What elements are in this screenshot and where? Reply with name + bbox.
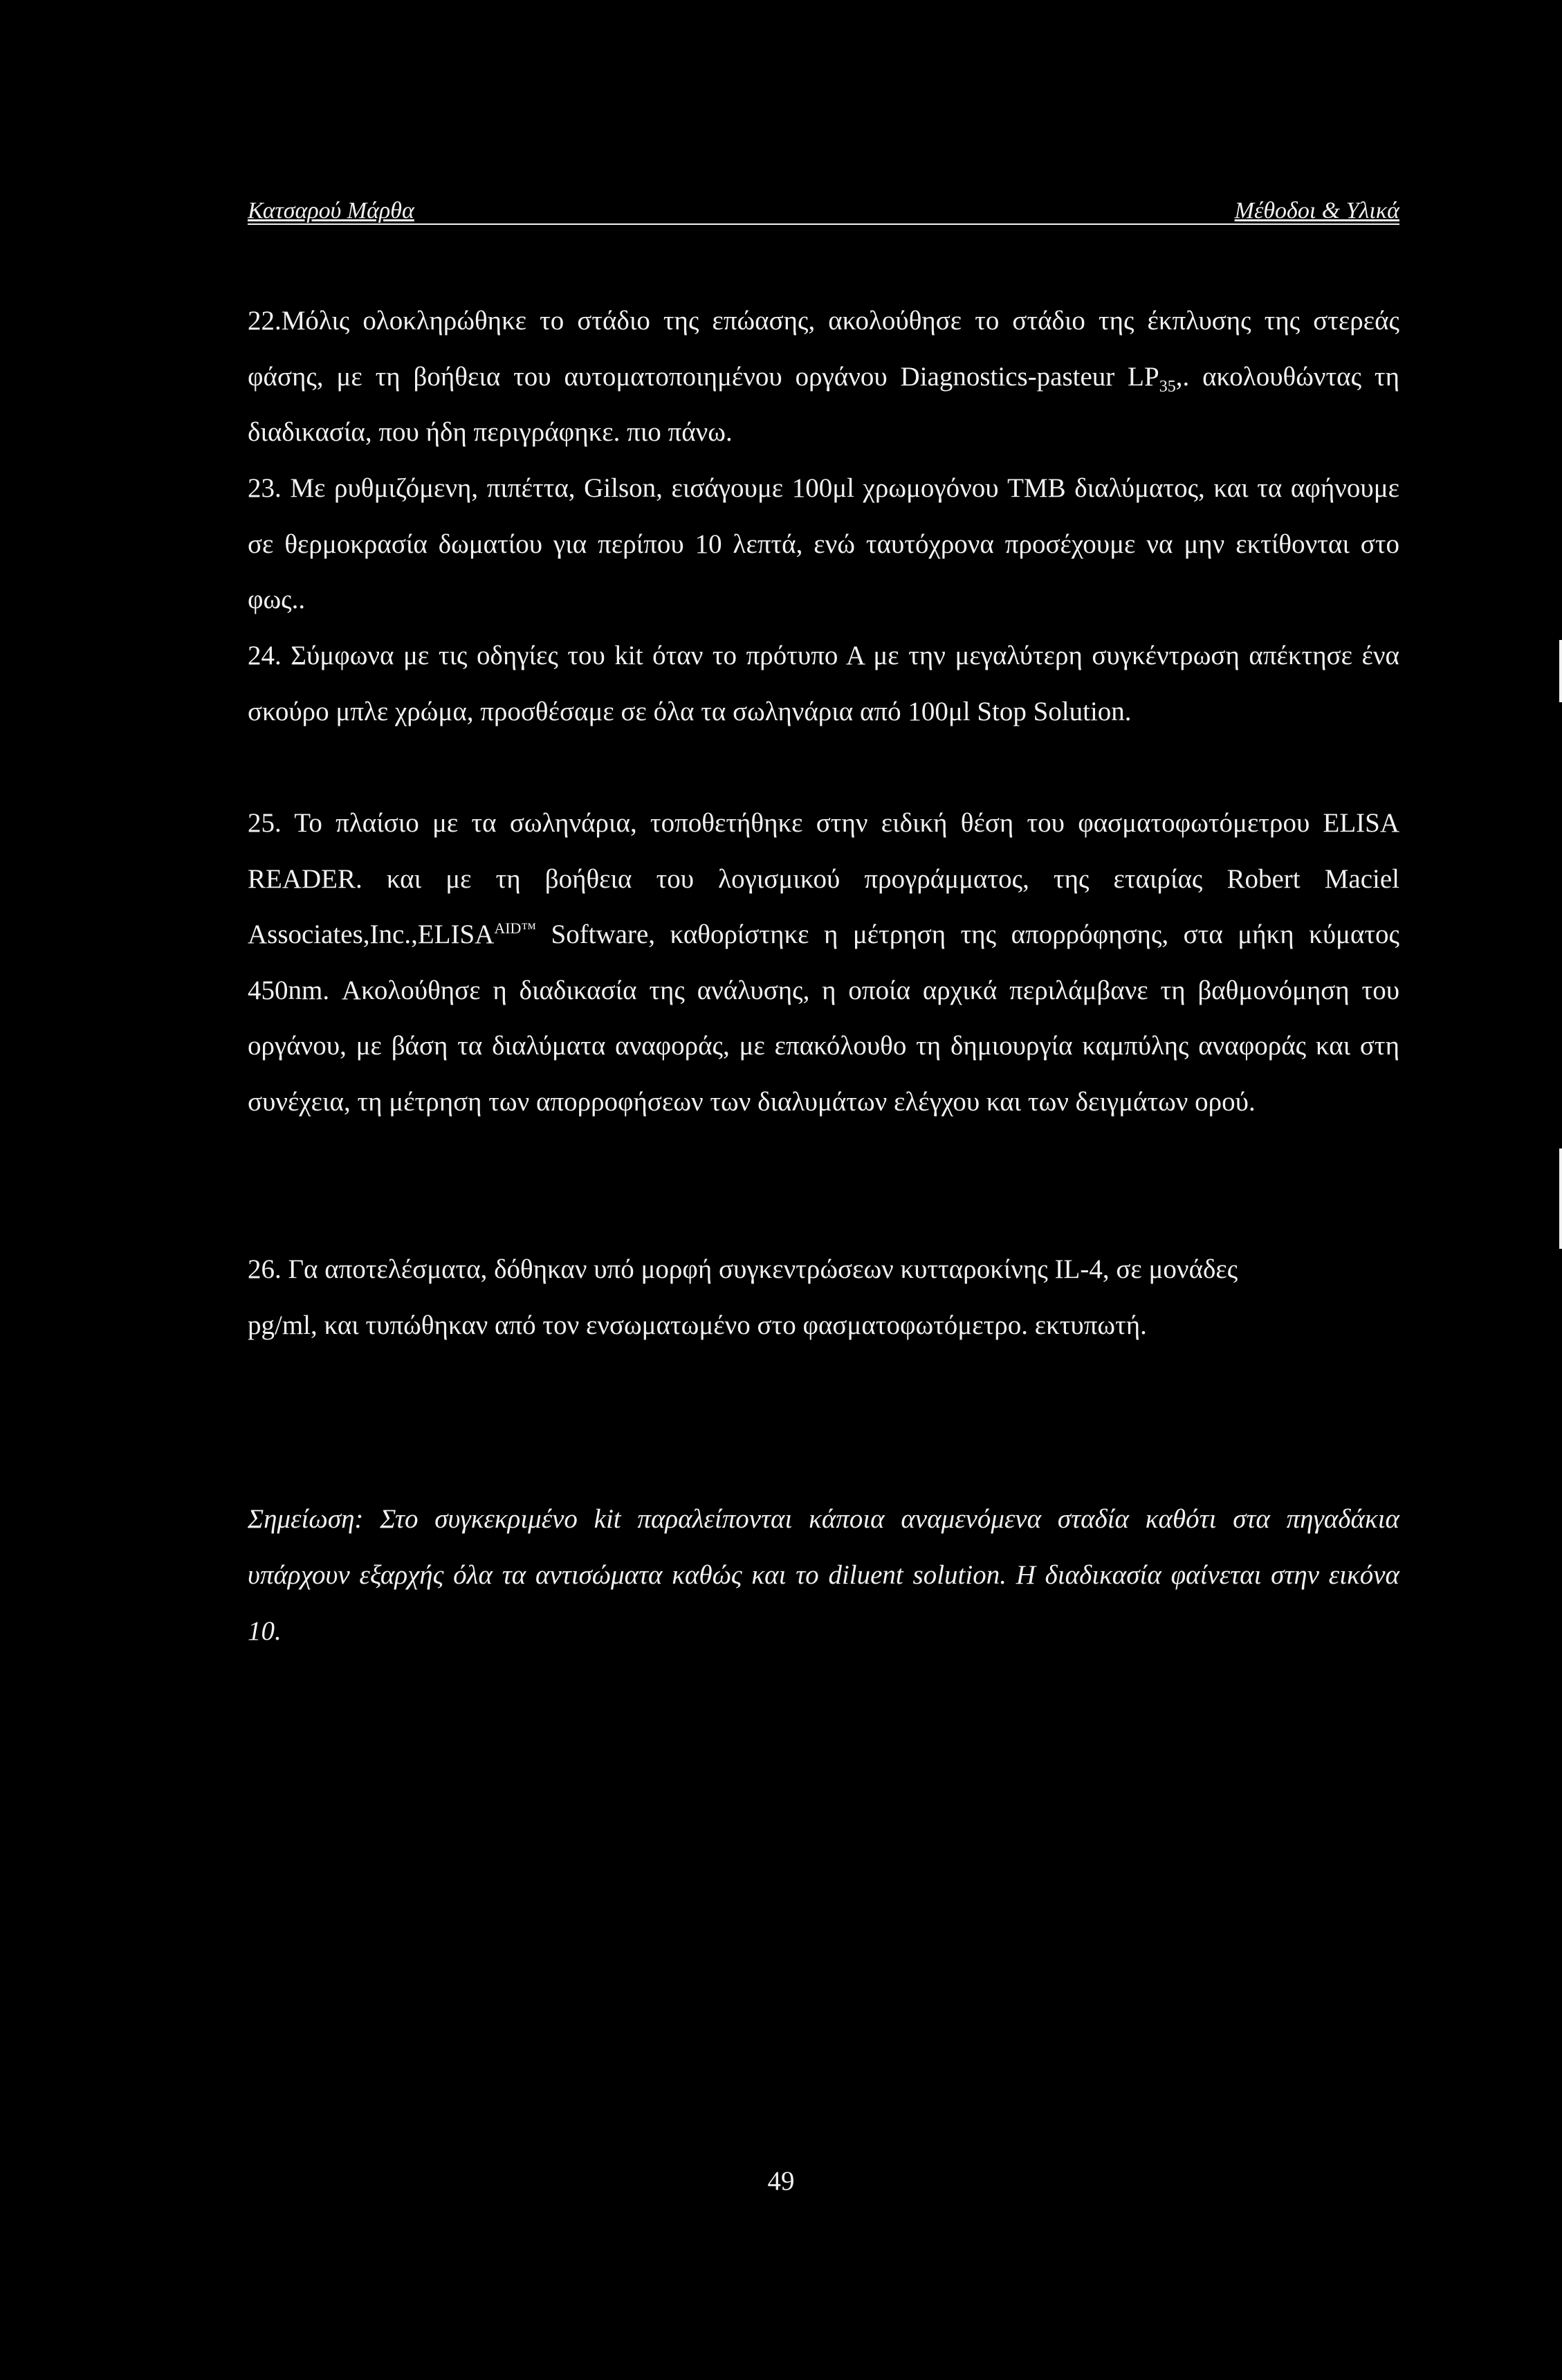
paragraph-25-superscript: AID™ <box>494 919 537 937</box>
main-text <box>248 293 1399 1353</box>
paragraph-24 <box>248 628 1399 796</box>
paragraph-26-continued <box>248 1298 1399 1354</box>
paragraph-23 <box>248 461 1399 628</box>
edge-scan-mark-top <box>1559 640 1562 702</box>
edge-scan-mark-bottom <box>1559 1148 1562 1249</box>
header-section: Μέθοδοι & Υλικά <box>1234 198 1399 223</box>
paragraph-22 <box>248 293 1399 461</box>
paragraph-22-text: 22.Μόλις ολοκληρώθηκε το στάδιο της επώασης, ακολούθησε το στάδιο της έκπλυσης της στερεάς φάσης, με τη βοήθεια του αυτοματοποιημένου οργάνου Diagnostics-pasteur LP <box>248 306 1399 392</box>
note-label: Σημείωση: <box>248 1504 364 1534</box>
paragraph-22-subscript: 35 <box>1159 377 1176 396</box>
paragraph-26-continued-text: pg/ml, και τυπώθηκαν από τον ενσωματωμένο στο φασματοφωτόμετρο. εκτυπωτή. <box>248 1310 1147 1340</box>
paragraph-22-tail: ,. ακολουθώντας τη διαδικασία, που ήδη περιγράφηκε. πιο πάνω. <box>248 361 1399 447</box>
note-block <box>248 1491 1399 1659</box>
paragraph-26-text: 26. Γα αποτελέσματα, δόθηκαν υπό μορφή συγκεντρώσεων κυτταροκίνης IL-4, σε μονάδες <box>248 1254 1238 1284</box>
paragraph-25-text: 25. Το πλαίσιο με τα σωληνάρια, τοποθετήθηκε στην ειδική θέση του φασματοφωτόμετρου ELISA READER. και με τη βοήθεια του λογισμικού προγράμματος, της εταιρίας Robert Maciel Associates,Inc.,ELISA <box>248 808 1399 949</box>
header-rule <box>248 223 1399 225</box>
note-text: Στο συγκεκριμένο kit παραλείπονται κάποια αναμενόμενα σταδία καθότι στα πηγαδάκια υπάρχουν εξαρχής όλα τα αντισώματα καθώς και το diluent solution. Η διαδικασία φαίνεται στην εικόνα 10. <box>248 1504 1399 1646</box>
paragraph-25 <box>248 796 1399 1242</box>
paragraph-24-text: 24. Σύμφωνα με τις οδηγίες του kit όταν το πρότυπο Α με την μεγαλύτερη συγκέντρωση απέκτησε ένα σκούρο μπλε χρώμα, προσθέσαμε σε όλα τα σωληνάρια από 100μl Stop Solution. <box>248 641 1399 726</box>
running-header <box>248 195 1399 227</box>
page-number: 49 <box>767 2166 795 2196</box>
paragraph-26 <box>248 1242 1399 1298</box>
header-author: Κατσαρού Μάρθα <box>248 198 414 223</box>
paragraph-25-tail: Software, καθορίστηκε η μέτρηση της απορρόφησης, στα μήκη κύματος 450nm. Ακολούθησε η διαδικασία της ανάλυσης, η οποία αρχικά περιλάμβανε τη βαθμονόμηση του οργάνου, με βάση τα διαλύματα αναφοράς, με επακόλουθο τη δημιουργία καμπύλης αναφοράς και στη συνέχεια, τη μέτρηση των απορροφήσεων των διαλυμάτων ελέγχου και των δειγμάτων ορού. <box>248 919 1399 1117</box>
paragraph-23-text: 23. Με ρυθμιζόμενη, πιπέττα, Gilson, εισάγουμε 100μl χρωμογόνου TMB διαλύματος, και τα αφήνουμε σε θερμοκρασία δωματίου για περίπου 10 λεπτά, ενώ ταυτόχρονα προσέχουμε να μην εκτίθονται στο φως.. <box>248 473 1399 614</box>
